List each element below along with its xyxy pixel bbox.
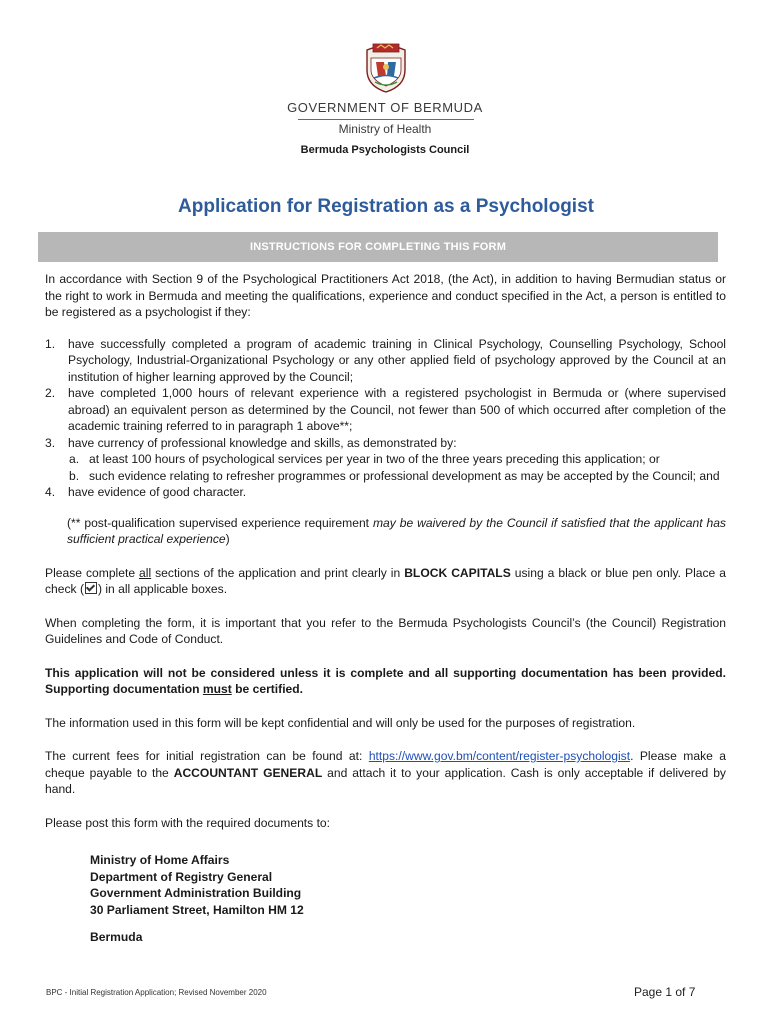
text-segment: sections of the application and print clearly in <box>151 565 405 580</box>
address-country: Bermuda <box>90 930 143 944</box>
checkbox-check-icon <box>85 582 97 594</box>
list-item-text: have evidence of good character. <box>68 485 247 499</box>
list-item-text: have completed 1,000 hours of relevant experience with a registered psychologist in Bermuda or (where supervised abroad) an equivalent person as determined by the Council, not fewer than 500 of which occurred after completion of the academic training referred to in paragraph 1 above**; <box>68 386 726 433</box>
guidelines-paragraph: When completing the form, it is important that you refer to the Bermuda Psychologists Council’s (the Council) Registration Guidelines and Code of Conduct. <box>45 615 726 646</box>
text-segment: using a black or blue pen only. Place a check ( <box>45 565 726 596</box>
address-line: 30 Parliament Street, Hamilton HM 12 <box>90 902 304 917</box>
sub-list-item <box>68 468 726 485</box>
supervision-note <box>67 515 726 548</box>
council-name: Bermuda Psychologists Council <box>300 144 470 156</box>
list-item <box>45 336 726 386</box>
government-name: GOVERNMENT OF BERMUDA <box>287 100 483 115</box>
emphasis-block-capitals: BLOCK CAPITALS <box>404 565 511 580</box>
text-segment: . Please make a cheque payable to the <box>45 749 726 780</box>
list-item-text: have currency of professional knowledge and skills, as demonstrated by: <box>68 435 457 450</box>
list-item <box>45 484 726 501</box>
ministry-name: Ministry of Health <box>338 122 432 136</box>
requirements-list <box>45 336 726 501</box>
note-close: ) <box>225 532 230 546</box>
register-psychologist-link[interactable]: https://www.gov.bm/content/register-psychologist <box>368 749 631 763</box>
list-number: 3. <box>45 435 56 450</box>
emphasis-all: all <box>139 565 152 580</box>
note-text: (** post-qualification supervised experience requirement <box>67 515 373 530</box>
emphasis-must: must <box>202 682 232 696</box>
warning-paragraph <box>45 665 726 698</box>
instructions-body <box>45 271 726 946</box>
instructions-banner: INSTRUCTIONS FOR COMPLETING THIS FORM <box>38 232 718 262</box>
revision-footer: BPC - Initial Registration Application; Revised November 2020 <box>46 988 267 997</box>
list-item <box>45 385 726 435</box>
header-divider <box>298 119 474 120</box>
text-segment: This application will not be considered unless it is complete and all supporting documentation has been provided. Supporting documentation <box>45 665 726 696</box>
text-segment: The current fees for initial registration can be found at: <box>45 749 369 763</box>
address-line: Ministry of Home Affairs <box>90 853 230 867</box>
intro-paragraph: In accordance with Section 9 of the Psychological Practitioners Act 2018, (the Act), in addition to having Bermudian status or the right to work in Bermuda and meeting the qualifications, experience and conduct specified in the Act, a person is entitled to be registered as a psychologist if they: <box>45 272 726 319</box>
text-segment: ) in all applicable boxes. <box>97 582 228 596</box>
text-segment: be certified. <box>231 682 304 696</box>
bermuda-coat-of-arms-icon <box>365 40 407 94</box>
note-italic-text: may be waivered by the Council if satisfied that the applicant has sufficient practical experience <box>67 515 726 546</box>
list-number: 2. <box>45 386 56 400</box>
address-line: Department of Registry General <box>90 869 273 884</box>
sub-list-letter: b. <box>69 468 80 483</box>
address-line: Government Administration Building <box>90 886 302 900</box>
list-number: 1. <box>45 336 56 351</box>
text-segment: Please complete <box>45 565 140 580</box>
sub-list-text: such evidence relating to refresher programmes or professional development as may be accepted by the Council; and <box>89 468 720 483</box>
completion-instructions <box>45 565 726 598</box>
list-number: 4. <box>45 485 56 499</box>
document-title: Application for Registration as a Psychologist <box>178 196 594 217</box>
emphasis-accountant-general: ACCOUNTANT GENERAL <box>173 765 323 780</box>
sub-list-item <box>68 451 726 468</box>
post-paragraph: Please post this form with the required documents to: <box>45 815 331 830</box>
confidentiality-paragraph: The information used in this form will be kept confidential and will only be used for the purposes of registration. <box>45 715 636 730</box>
sub-list-letter: a. <box>69 452 80 466</box>
list-item <box>45 435 726 485</box>
mailing-address <box>90 852 726 946</box>
page-number: Page 1 of 7 <box>634 985 696 999</box>
sub-list-text: at least 100 hours of psychological services per year in two of the three years preceding this application; or <box>89 452 660 466</box>
list-item-text: have successfully completed a program of academic training in Clinical Psychology, Counselling Psychology, School Psychology, Industrial-Organizational Psychology or any other applied field of psychology approved by the Council at an institution of higher learning approved by the Council; <box>68 336 726 384</box>
text-segment: and attach it to your application. Cash is only acceptable if delivered by hand. <box>45 765 726 796</box>
sub-list <box>68 451 726 484</box>
fees-paragraph <box>45 748 726 798</box>
